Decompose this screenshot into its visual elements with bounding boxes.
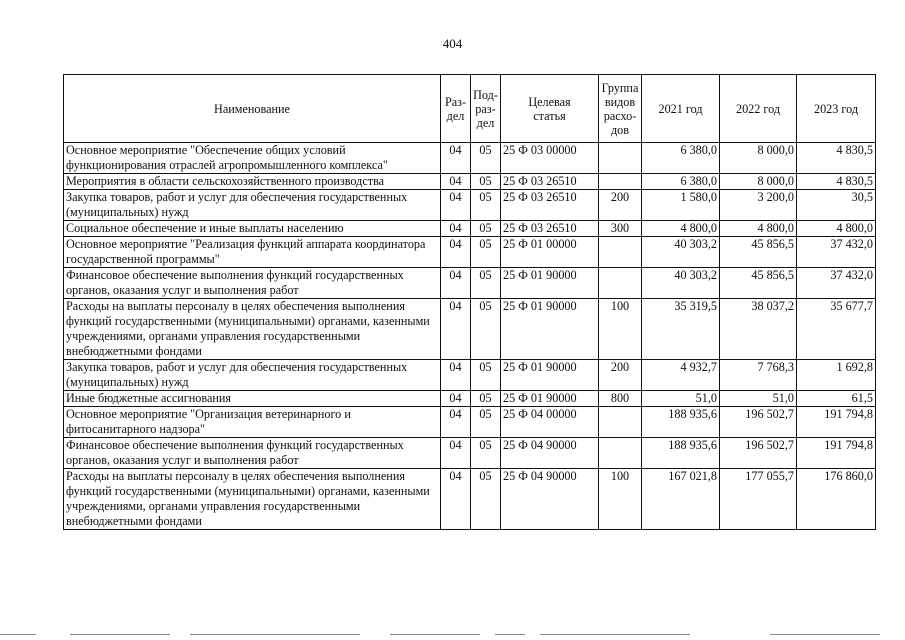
row-name: Социальное обеспечение и иные выплаты населению	[64, 221, 441, 237]
table-row	[64, 391, 876, 407]
row-target-article: 25 Ф 01 90000	[501, 391, 599, 407]
row-subsection: 05	[471, 237, 501, 268]
row-amount-2022: 8 000,0	[720, 143, 797, 174]
row-name: Основное мероприятие "Организация ветеринарного и фитосанитарного надзора"	[64, 407, 441, 438]
row-name: Иные бюджетные ассигнования	[64, 391, 441, 407]
table-row	[64, 407, 876, 438]
header-section-line: дел	[446, 108, 465, 123]
row-subsection: 05	[471, 221, 501, 237]
row-amount-2021: 4 932,7	[642, 360, 720, 391]
row-amount-2021: 40 303,2	[642, 268, 720, 299]
row-subsection: 05	[471, 360, 501, 391]
header-group-line: Группа	[601, 80, 639, 95]
row-section: 04	[441, 469, 471, 530]
row-subsection: 05	[471, 268, 501, 299]
row-amount-2023: 37 432,0	[797, 237, 876, 268]
row-amount-2021: 188 935,6	[642, 407, 720, 438]
row-amount-2021: 4 800,0	[642, 221, 720, 237]
table-row	[64, 360, 876, 391]
row-amount-2023: 30,5	[797, 190, 876, 221]
row-target-article: 25 Ф 03 00000	[501, 143, 599, 174]
row-expense-group: 100	[599, 299, 642, 360]
table-row	[64, 299, 876, 360]
row-target-article: 25 Ф 04 90000	[501, 469, 599, 530]
page-number: 404	[442, 36, 463, 51]
row-amount-2022: 8 000,0	[720, 174, 797, 190]
header-subsection-line: Под-	[473, 87, 498, 102]
row-amount-2021: 6 380,0	[642, 174, 720, 190]
row-subsection: 05	[471, 143, 501, 174]
row-expense-group	[599, 407, 642, 438]
row-name: Финансовое обеспечение выполнения функций государственных органов, оказания услуг и выполнения работ	[64, 438, 441, 469]
row-name: Закупка товаров, работ и услуг для обеспечения государственных (муниципальных) нужд	[64, 190, 441, 221]
row-name: Финансовое обеспечение выполнения функций государственных органов, оказания услуг и выполнения работ	[64, 268, 441, 299]
header-subsection-line: раз-	[475, 101, 496, 116]
header-name: Наименование	[64, 75, 441, 143]
row-subsection: 05	[471, 299, 501, 360]
row-amount-2023: 61,5	[797, 391, 876, 407]
row-section: 04	[441, 190, 471, 221]
budget-table	[63, 74, 876, 530]
header-target-line: Целевая	[528, 94, 571, 109]
row-amount-2021: 6 380,0	[642, 143, 720, 174]
table-header-row	[64, 75, 876, 143]
row-amount-2023: 37 432,0	[797, 268, 876, 299]
row-section: 04	[441, 360, 471, 391]
row-subsection: 05	[471, 438, 501, 469]
row-target-article: 25 Ф 01 90000	[501, 360, 599, 391]
header-subsection-line: дел	[476, 115, 495, 130]
row-amount-2022: 3 200,0	[720, 190, 797, 221]
table-body	[64, 143, 876, 530]
row-subsection: 05	[471, 190, 501, 221]
row-amount-2021: 188 935,6	[642, 438, 720, 469]
row-name: Мероприятия в области сельскохозяйственного производства	[64, 174, 441, 190]
header-section-line: Раз-	[444, 94, 467, 109]
row-name: Основное мероприятие "Обеспечение общих условий функционирования отраслей агропромышленного комплекса"	[64, 143, 441, 174]
table-row	[64, 268, 876, 299]
row-amount-2022: 196 502,7	[720, 438, 797, 469]
row-amount-2023: 4 800,0	[797, 221, 876, 237]
row-amount-2023: 191 794,8	[797, 438, 876, 469]
row-amount-2021: 1 580,0	[642, 190, 720, 221]
row-name: Закупка товаров, работ и услуг для обеспечения государственных (муниципальных) нужд	[64, 360, 441, 391]
row-amount-2023: 4 830,5	[797, 174, 876, 190]
row-amount-2023: 191 794,8	[797, 407, 876, 438]
row-target-article: 25 Ф 04 00000	[501, 407, 599, 438]
row-name: Расходы на выплаты персоналу в целях обеспечения выполнения функций государственными (муниципальными) органами, казенными учреждениями, органами управления государственными внебюджетными фондами	[64, 299, 441, 360]
row-target-article: 25 Ф 04 90000	[501, 438, 599, 469]
row-expense-group: 800	[599, 391, 642, 407]
row-amount-2023: 1 692,8	[797, 360, 876, 391]
footer-scan-lines	[0, 632, 905, 638]
row-expense-group	[599, 268, 642, 299]
row-section: 04	[441, 391, 471, 407]
row-target-article: 25 Ф 01 90000	[501, 299, 599, 360]
table-row	[64, 174, 876, 190]
row-amount-2022: 45 856,5	[720, 268, 797, 299]
header-group	[599, 75, 642, 143]
row-amount-2023: 176 860,0	[797, 469, 876, 530]
row-name: Расходы на выплаты персоналу в целях обеспечения выполнения функций государственными (муниципальными) органами, казенными учреждениями, органами управления государственными внебюджетными фондами	[64, 469, 441, 530]
row-amount-2022: 51,0	[720, 391, 797, 407]
table-row	[64, 221, 876, 237]
row-subsection: 05	[471, 407, 501, 438]
table-row	[64, 237, 876, 268]
row-section: 04	[441, 438, 471, 469]
row-expense-group: 200	[599, 360, 642, 391]
row-section: 04	[441, 407, 471, 438]
header-subsection	[471, 75, 501, 143]
header-target-line: статья	[533, 108, 566, 123]
row-section: 04	[441, 299, 471, 360]
table-row	[64, 438, 876, 469]
row-amount-2021: 51,0	[642, 391, 720, 407]
row-section: 04	[441, 174, 471, 190]
row-expense-group	[599, 237, 642, 268]
row-target-article: 25 Ф 01 00000	[501, 237, 599, 268]
row-amount-2022: 4 800,0	[720, 221, 797, 237]
header-group-line: видов	[604, 94, 636, 109]
header-2021: 2021 год	[642, 75, 720, 143]
row-amount-2022: 38 037,2	[720, 299, 797, 360]
row-expense-group	[599, 438, 642, 469]
row-target-article: 25 Ф 03 26510	[501, 190, 599, 221]
row-expense-group: 200	[599, 190, 642, 221]
row-section: 04	[441, 143, 471, 174]
row-section: 04	[441, 268, 471, 299]
row-amount-2023: 4 830,5	[797, 143, 876, 174]
row-subsection: 05	[471, 391, 501, 407]
row-expense-group: 100	[599, 469, 642, 530]
row-amount-2022: 45 856,5	[720, 237, 797, 268]
header-group-line: дов	[610, 122, 630, 137]
header-section	[441, 75, 471, 143]
row-amount-2021: 35 319,5	[642, 299, 720, 360]
row-target-article: 25 Ф 03 26510	[501, 221, 599, 237]
row-expense-group	[599, 143, 642, 174]
row-target-article: 25 Ф 03 26510	[501, 174, 599, 190]
row-amount-2022: 177 055,7	[720, 469, 797, 530]
header-2023: 2023 год	[797, 75, 876, 143]
table-row	[64, 469, 876, 530]
header-target	[501, 75, 599, 143]
table-row	[64, 143, 876, 174]
row-target-article: 25 Ф 01 90000	[501, 268, 599, 299]
row-name: Основное мероприятие "Реализация функций аппарата координатора государственной программы"	[64, 237, 441, 268]
row-amount-2022: 196 502,7	[720, 407, 797, 438]
row-amount-2023: 35 677,7	[797, 299, 876, 360]
row-subsection: 05	[471, 174, 501, 190]
row-section: 04	[441, 237, 471, 268]
row-expense-group	[599, 174, 642, 190]
header-2022: 2022 год	[720, 75, 797, 143]
row-amount-2022: 7 768,3	[720, 360, 797, 391]
row-amount-2021: 40 303,2	[642, 237, 720, 268]
row-subsection: 05	[471, 469, 501, 530]
row-amount-2021: 167 021,8	[642, 469, 720, 530]
table-row	[64, 190, 876, 221]
header-group-line: расхо-	[603, 108, 637, 123]
row-section: 04	[441, 221, 471, 237]
row-expense-group: 300	[599, 221, 642, 237]
